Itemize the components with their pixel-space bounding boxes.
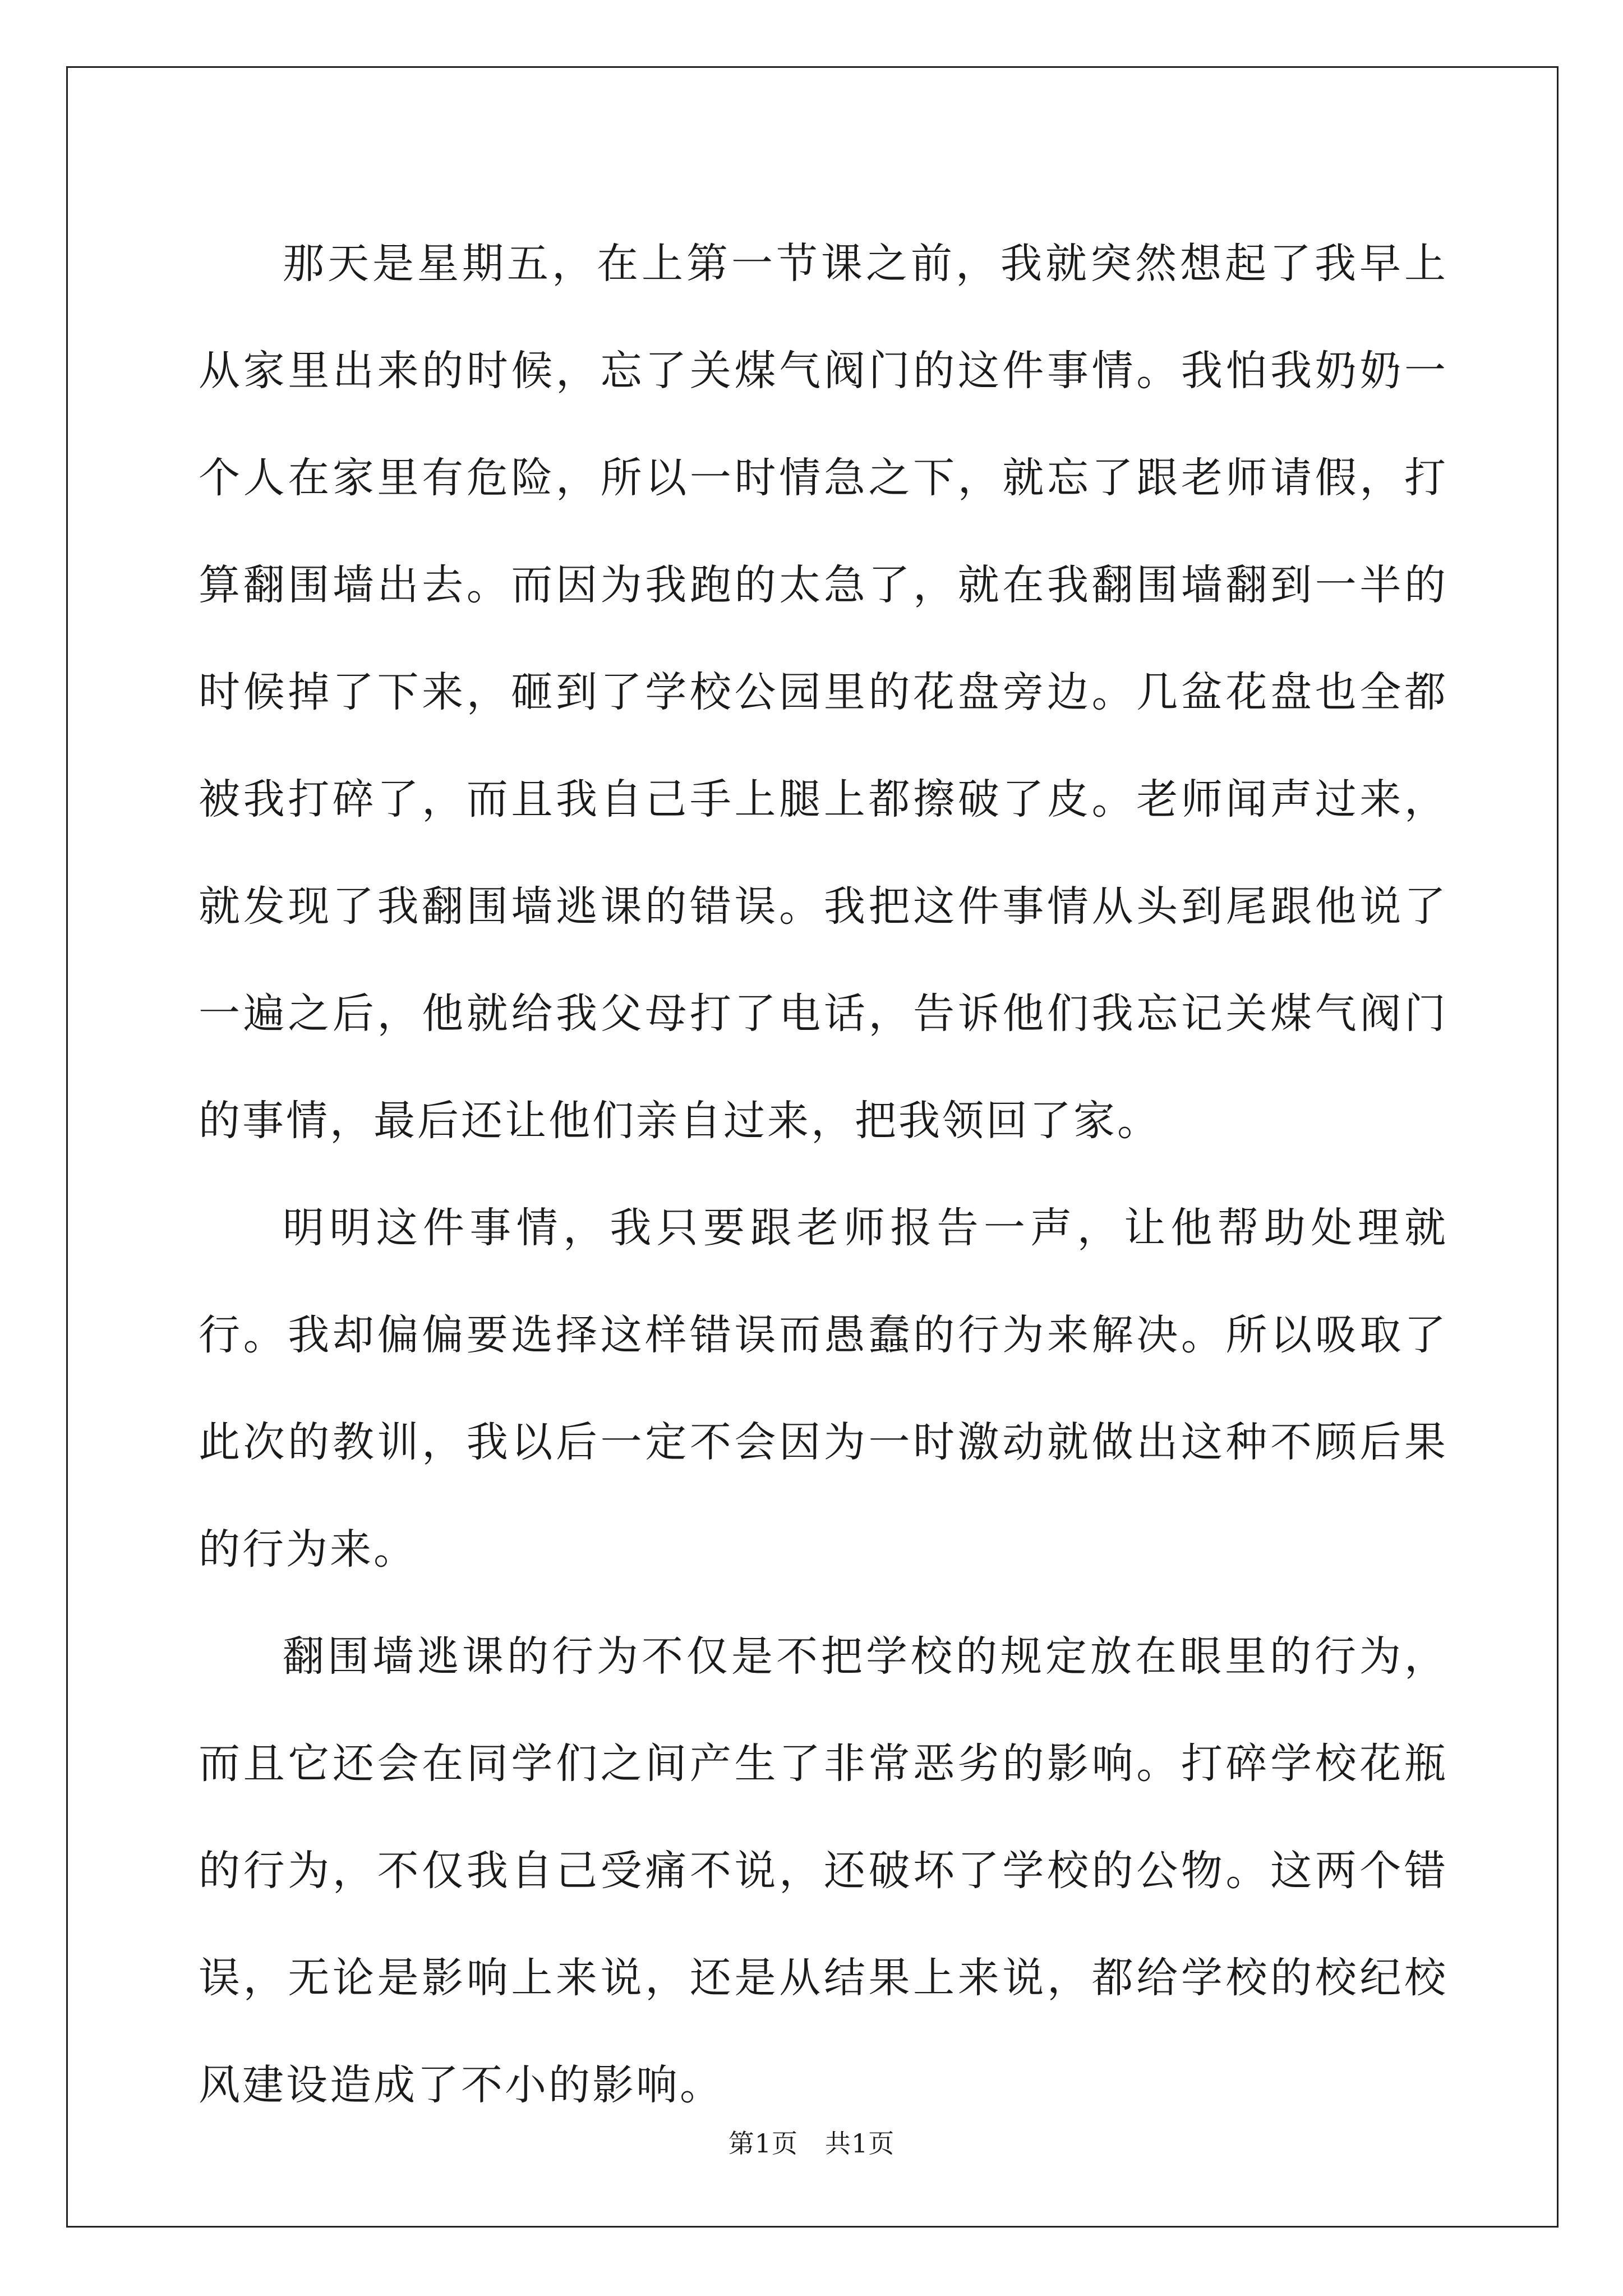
- paragraph-1: 那天是星期五，在上第一节课之前，我就突然想起了我早上从家里出来的时候，忘了关煤气阀门的这件事情。我怕我奶奶一个人在家里有危险，所以一时情急之下，就忘了跟老师请假，打算翻围墙出去。而因为我跑的太急了，就在我翻围墙翻到一半的时候掉了下来，砸到了学校公园里的花盘旁边。几盆花盘也全都被我打碎了，而且我自己手上腿上都擦破了皮。老师闻声过来，就发现了我翻围墙逃课的错误。我把这件事情从头到尾跟他说了一遍之后，他就给我父母打了电话，告诉他们我忘记关煤气阀门的事情，最后还让他们亲自过来，把我领回了家。: [199, 240, 1448, 1145]
- paragraph-3: 翻围墙逃课的行为不仅是不把学校的规定放在眼里的行为，而且它还会在同学们之间产生了非常恶劣的影响。打碎学校花瓶的行为，不仅我自己受痛不说，还破坏了学校的公物。这两个错误，无论是影响上来说，还是从结果上来说，都给学校的校纪校风建设造成了不小的影响。: [199, 1632, 1448, 2109]
- page-total: 共1页: [825, 2128, 895, 2159]
- paragraph-2: 明明这件事情，我只要跟老师报告一声，让他帮助处理就行。我却偏偏要选择这样错误而愚蠢的行为来解决。所以吸取了此次的教训，我以后一定不会因为一时激动就做出这种不顾后果的行为来。: [199, 1204, 1448, 1573]
- page-number: 第1页: [728, 2128, 798, 2159]
- page-footer: [0, 2127, 1623, 2160]
- document-body: [199, 210, 1448, 2139]
